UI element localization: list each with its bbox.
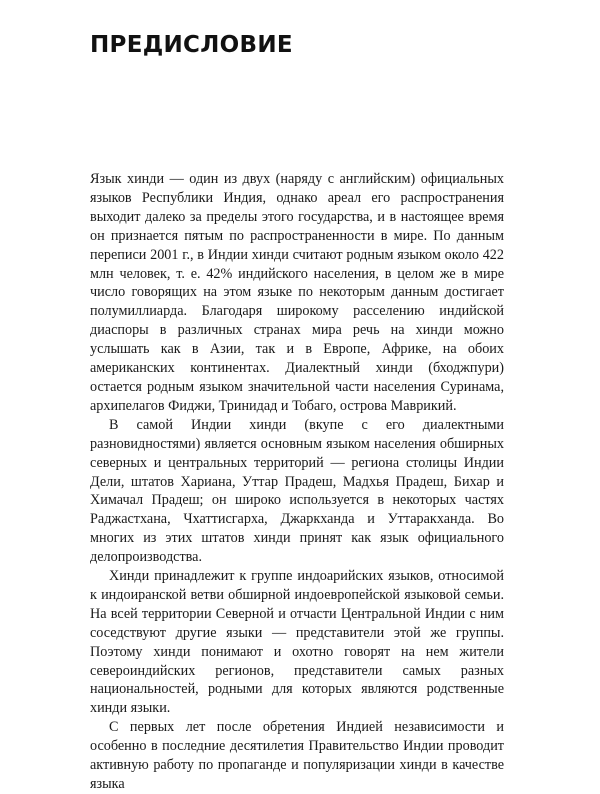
preface-body <box>90 170 504 794</box>
page-title: ПРЕДИСЛОВИЕ <box>90 32 293 58</box>
paragraph-1: Язык хинди — один из двух (наряду с английским) официальных языков Республики Индия, однако ареал его распространения выходит далеко за пределы этого государства, и в настоящее время он признается пятым по распространенности в мире. По данным переписи 2001 г., в Индии хинди считают родным языком около 422 млн человек, т. е. 42% индийского населения, в целом же в мире число говорящих на этом языке по некоторым данным достигает полумиллиарда. Благодаря широкому расселению индийской диаспоры в различных странах мира речь на хинди можно услышать как в Азии, так и в Европе, Африке, на обоих американских континентах. Диалектный хинди (бходжпури) остается родным языком значительной части населения Суринама, архипелагов Фиджи, Тринидад и Тобаго, острова Маврикий. <box>90 171 504 414</box>
paragraph-2: В самой Индии хинди (вкупе с его диалектными разновидностями) является основным языком населения обширных северных и центральных территорий — региона столицы Индии Дели, штатов Хариана, Уттар Прадеш, Мадхья Прадеш, Бихар и Химачал Прадеш; он широко используется в некоторых частях Раджастхана, Чхаттисгарха, Джаркханда и Уттаракханда. Во многих из этих штатов хинди принят как язык официального делопроизводства. <box>90 416 504 566</box>
paragraph-4: С первых лет после обретения Индией независимости и особенно в последние десятилетия Правительство Индии проводит активную работу по пропаганде и популяризации хинди в качестве языка <box>90 719 504 792</box>
paragraph-3: Хинди принадлежит к группе индоарийских языков, относимой к индоиранской ветви обширной индоевропейской языковой семьи. На всей территории Северной и отчасти Центральной Индии с ним соседствуют другие языки — представители этой же группы. Поэтому хинди понимают и охотно говорят на нем жители североиндийских регионов, представители самых разных национальностей, родными для которых являются родственные хинди языки. <box>90 568 504 717</box>
